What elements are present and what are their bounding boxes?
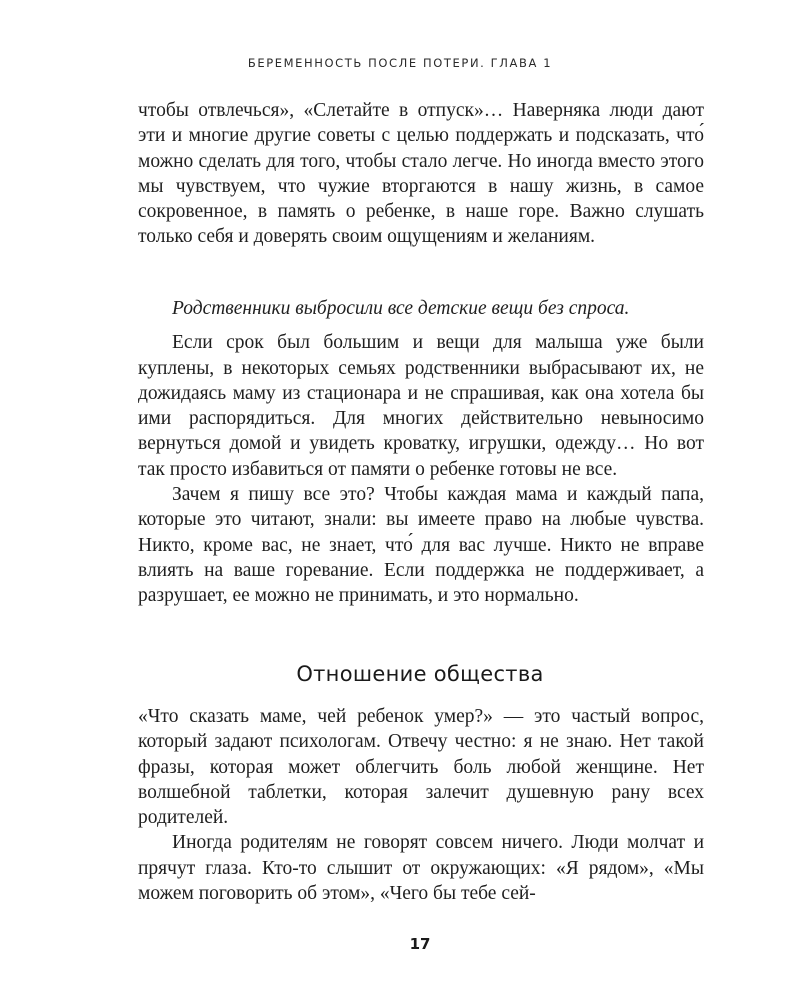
paragraph: Если срок был большим и вещи для малыша уже были куплены, в некоторых семьях родственники выбрасывают их, не дожидаясь маму из стационара и не спрашивая, как она хотела бы ими распорядиться. Для многих действительно невыносимо вернуться домой и увидеть кроватку, игрушки, одежду… Но вот так просто избавиться от памяти о ребенке готовы не все. xyxy=(138,332,704,480)
italic-subheading: Родственники выбросили все детские вещи без спроса. xyxy=(172,298,630,319)
text-block-relatives xyxy=(138,296,704,609)
section-heading: Отношение общества xyxy=(296,662,544,686)
paragraph: Иногда родителям не говорят совсем ничего. Люди молчат и прячут глаза. Кто-то слышит от окружающих: «Я рядом», «Мы можем поговорить об этом», «Чего бы тебе сей- xyxy=(138,832,704,905)
paragraph: Зачем я пишу все это? Чтобы каждая мама и каждый папа, которые это читают, знали: вы имеете право на любые чувства. Никто, кроме вас, не знает, что́ для вас лучше. Никто не вправе влиять на ваше горевание. Если поддержка не поддерживает, а разрушает, ее можно не принимать, и это нормально. xyxy=(138,484,704,607)
paragraph: чтобы отвлечься», «Слетайте в отпуск»… Наверняка люди дают эти и многие другие советы с целью поддержать и подсказать, что́ можно сделать для того, чтобы стало легче. Но иногда вместо этого мы чувствуем, что чужие вторгаются в нашу жизнь, в самое сокровенное, в память о ребенке, в наше горе. Важно слушать только себя и доверять своим ощущениям и желаниям. xyxy=(138,100,704,248)
text-block-continuation xyxy=(138,98,704,250)
running-title: БЕРЕМЕННОСТЬ ПОСЛЕ ПОТЕРИ. ГЛАВА 1 xyxy=(247,56,553,70)
paragraph: «Что сказать маме, чей ребенок умер?» — это частый вопрос, который задают психологам. Отвечу честно: я не знаю. Нет такой фразы, которая может облегчить боль любой женщине. Нет волшебной таблетки, которая залечит душевную рану всех родителей. xyxy=(138,706,704,829)
text-block-society xyxy=(138,704,704,906)
page-number: 17 xyxy=(409,935,431,953)
